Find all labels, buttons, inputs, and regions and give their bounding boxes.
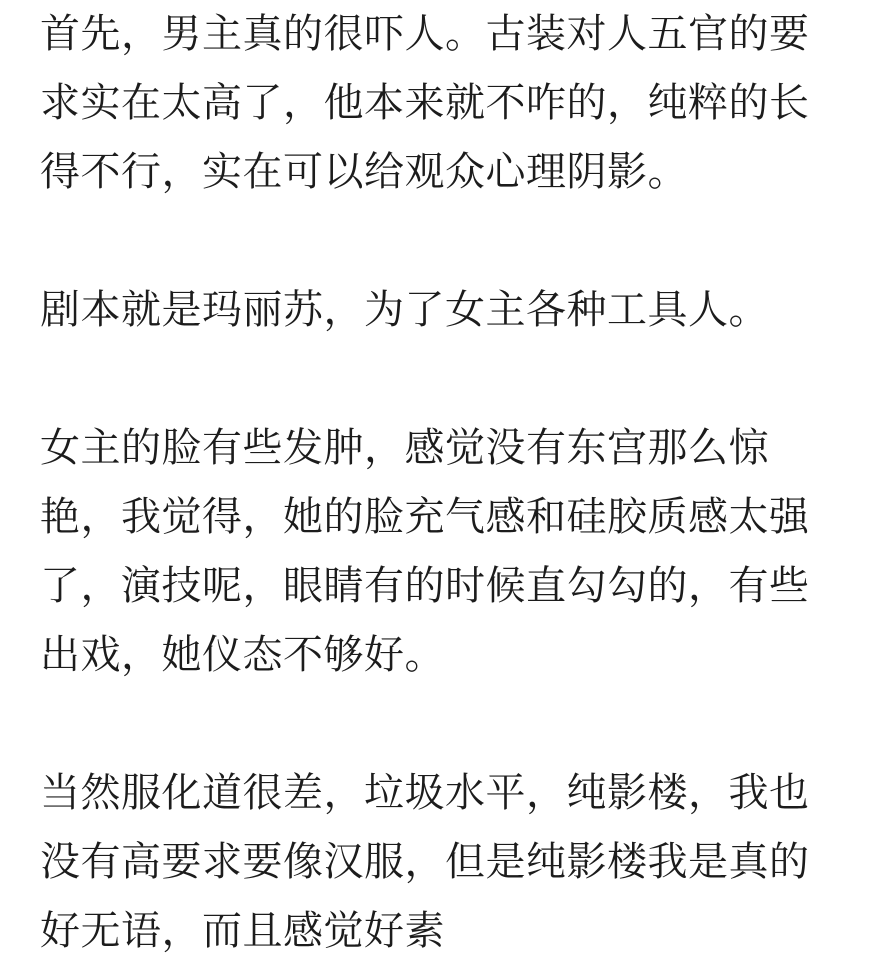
text-line: 出戏，她仪态不够好。 bbox=[40, 632, 445, 678]
text-line: 艳，我觉得，她的脸充气感和硅胶质感太强 bbox=[40, 494, 810, 540]
text-line: 好无语，而且感觉好素 bbox=[40, 908, 445, 954]
text-line: 求实在太高了，他本来就不咋的，纯粹的长 bbox=[40, 80, 810, 126]
text-line: 得不行，实在可以给观众心理阴影。 bbox=[40, 149, 688, 195]
paragraph-male-lead bbox=[40, 0, 840, 207]
text-line: 女主的脸有些发肿，感觉没有东宫那么惊 bbox=[40, 425, 769, 471]
text-line: 当然服化道很差，垃圾水平，纯影楼，我也 bbox=[40, 770, 810, 816]
text-line: 没有高要求要像汉服，但是纯影楼我是真的 bbox=[40, 839, 810, 885]
paragraph-gap bbox=[40, 690, 840, 759]
article-body bbox=[40, 0, 840, 966]
paragraph-gap bbox=[40, 345, 840, 414]
text-line: 了，演技呢，眼睛有的时候直勾勾的，有些 bbox=[40, 563, 810, 609]
text-line: 剧本就是玛丽苏，为了女主各种工具人。 bbox=[40, 287, 769, 333]
paragraph-costume bbox=[40, 759, 840, 966]
text-line: 首先，男主真的很吓人。古装对人五官的要 bbox=[40, 11, 810, 57]
paragraph-gap bbox=[40, 207, 840, 276]
paragraph-script bbox=[40, 276, 840, 345]
paragraph-female-lead bbox=[40, 414, 840, 690]
